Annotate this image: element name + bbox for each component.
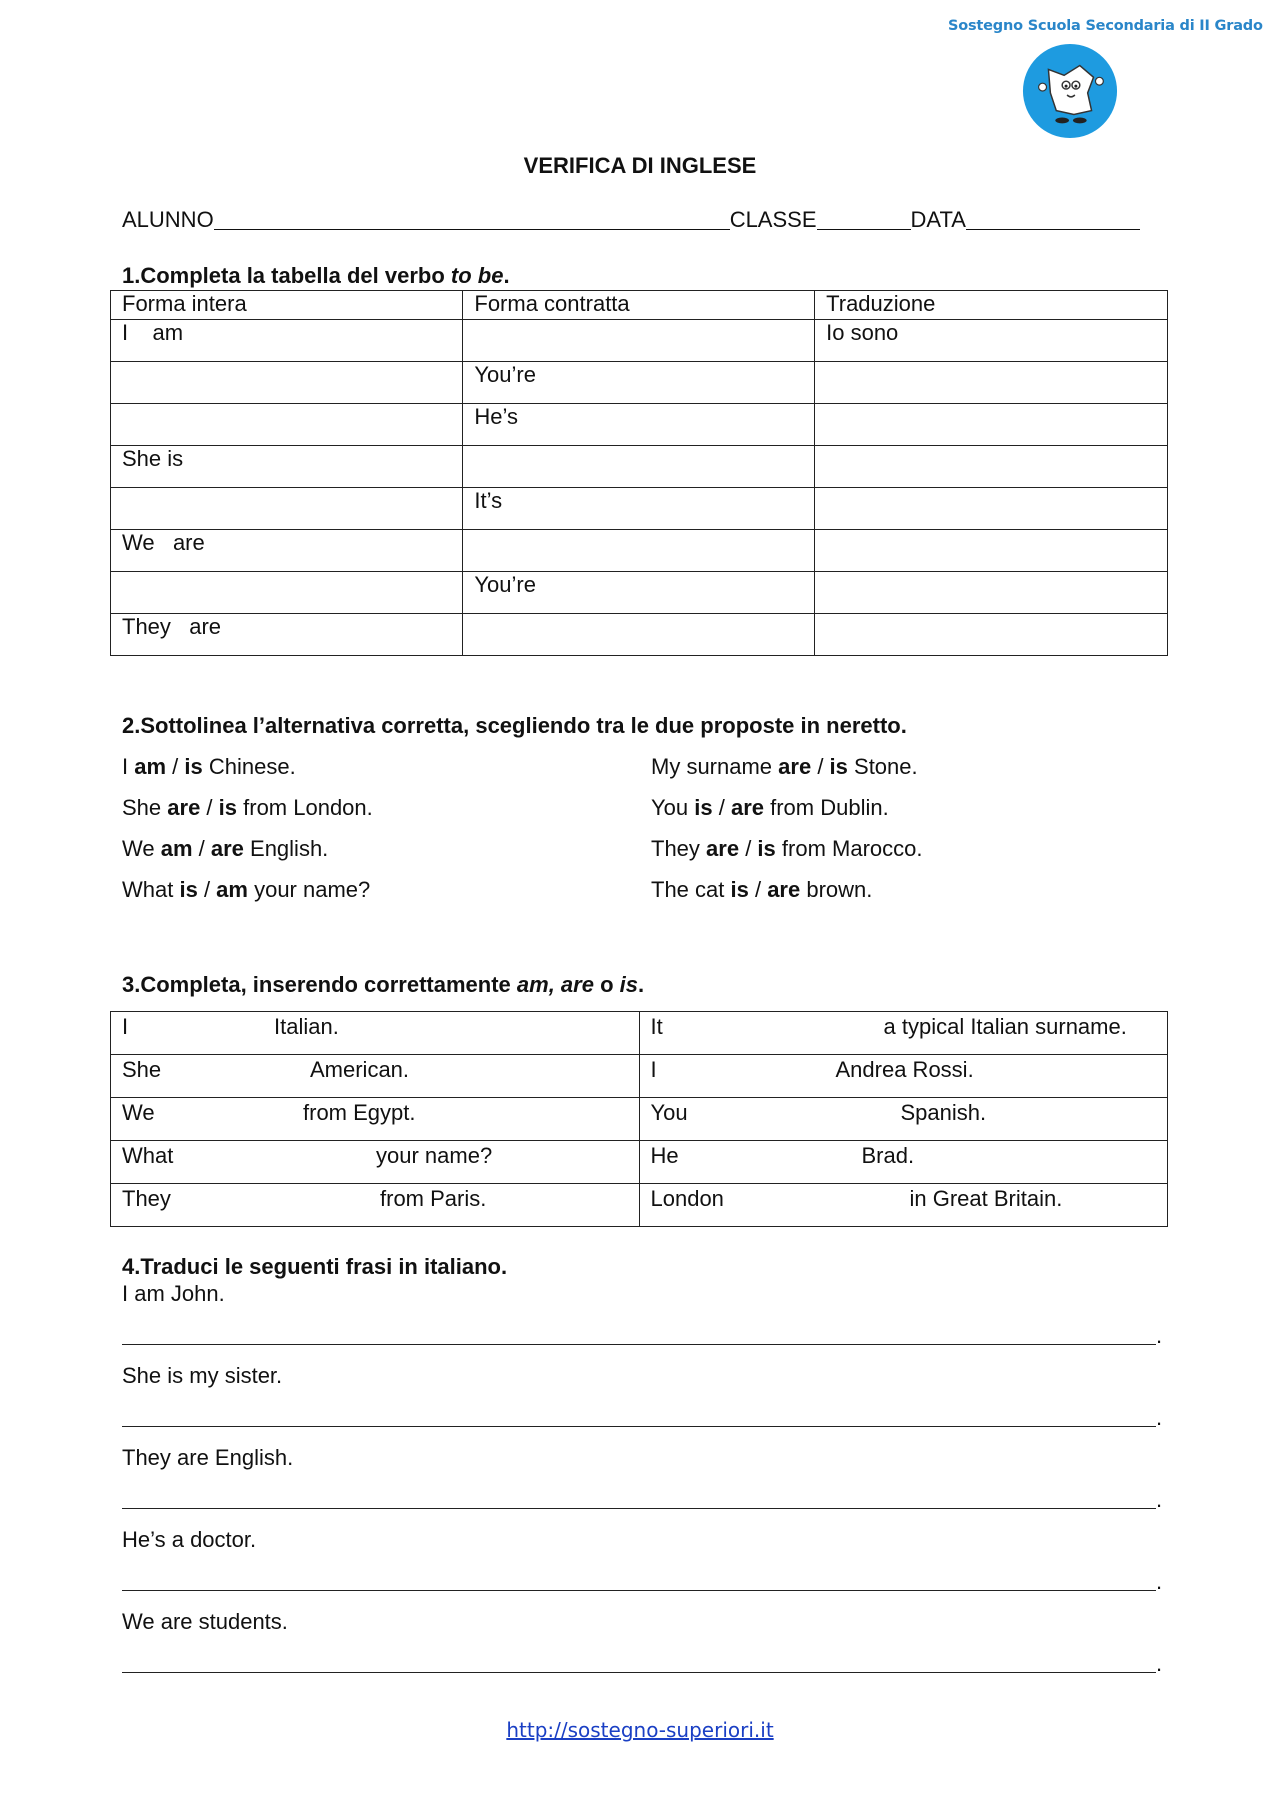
table-cell[interactable] <box>463 446 815 488</box>
table-row <box>111 446 1168 488</box>
table-cell[interactable] <box>463 320 815 362</box>
predicate: your name? <box>376 1143 493 1168</box>
option[interactable]: is <box>694 795 713 820</box>
line-end: . <box>1156 1569 1163 1594</box>
line-end: . <box>1156 1651 1163 1676</box>
sentence-to-translate: I am John. <box>122 1281 225 1306</box>
table-cell[interactable]: I am <box>111 320 463 362</box>
fill-cell[interactable] <box>639 1098 1168 1141</box>
predicate: Spanish. <box>900 1100 987 1125</box>
answer-line[interactable] <box>122 1590 1156 1591</box>
option[interactable]: is <box>184 754 203 779</box>
table-row <box>111 1098 1168 1141</box>
answer-line[interactable] <box>122 1426 1156 1427</box>
subject: What <box>122 1143 174 1168</box>
option[interactable]: am <box>160 836 193 861</box>
class-field[interactable] <box>817 207 911 230</box>
fill-cell[interactable] <box>111 1184 640 1227</box>
student-name-field[interactable] <box>214 207 730 230</box>
verb-table <box>110 290 1168 656</box>
sentence-to-translate: She is my sister. <box>122 1363 283 1388</box>
table-cell[interactable]: She is <box>111 446 463 488</box>
table-cell[interactable] <box>815 404 1168 446</box>
answer-line[interactable] <box>122 1508 1156 1509</box>
table-row <box>111 320 1168 362</box>
choice-sentence: What is / am your name? <box>122 877 371 902</box>
table-row <box>111 530 1168 572</box>
fill-cell[interactable] <box>111 1055 640 1098</box>
table-cell[interactable]: We are <box>111 530 463 572</box>
sentence-to-translate: They are English. <box>122 1445 294 1470</box>
section2-heading: 2.Sottolinea l’alternativa corretta, scegliendo tra le due proposte in neretto. <box>122 713 907 738</box>
option[interactable]: is <box>730 877 749 902</box>
subject: She <box>122 1057 162 1082</box>
sentence-to-translate: He’s a doctor. <box>122 1527 257 1552</box>
fill-cell[interactable] <box>111 1012 640 1055</box>
choice-sentence: I am / is Chinese. <box>122 754 296 779</box>
option[interactable]: are <box>210 836 244 861</box>
predicate: in Great Britain. <box>909 1186 1063 1211</box>
choice-sentence: They are / is from Marocco. <box>651 836 923 861</box>
predicate: from Egypt. <box>303 1100 416 1125</box>
table-cell[interactable]: It’s <box>463 488 815 530</box>
subject: We <box>122 1100 155 1125</box>
footer <box>0 1718 1280 1742</box>
predicate: from Paris. <box>380 1186 487 1211</box>
table-row <box>111 488 1168 530</box>
option[interactable]: am <box>216 877 248 902</box>
option[interactable]: are <box>767 877 801 902</box>
table-cell[interactable] <box>111 362 463 404</box>
date-field[interactable] <box>966 207 1140 230</box>
class-label: CLASSE <box>729 207 817 232</box>
option[interactable]: am <box>134 754 167 779</box>
table-row <box>111 1141 1168 1184</box>
column-header: Forma intera <box>111 291 463 320</box>
fill-cell[interactable] <box>111 1141 640 1184</box>
column-header: Traduzione <box>815 291 1168 320</box>
table-row <box>111 362 1168 404</box>
table-cell[interactable] <box>815 614 1168 656</box>
answer-line[interactable] <box>122 1344 1156 1345</box>
table-cell[interactable] <box>815 446 1168 488</box>
choice-sentence: The cat is / are brown. <box>651 877 873 902</box>
line-end: . <box>1156 1323 1163 1348</box>
table-row <box>111 614 1168 656</box>
table-cell[interactable] <box>463 614 815 656</box>
predicate: a typical Italian surname. <box>883 1014 1127 1039</box>
line-end: . <box>1156 1487 1163 1512</box>
choice-sentence: We am / are English. <box>122 836 329 861</box>
table-cell[interactable] <box>463 530 815 572</box>
subject: He <box>650 1143 679 1168</box>
table-cell[interactable]: He’s <box>463 404 815 446</box>
subject: I <box>650 1057 657 1082</box>
choice-sentence: You is / are from Dublin. <box>651 795 889 820</box>
mascot-logo-icon <box>1021 42 1119 140</box>
brand-text: Sostegno Scuola Secondaria di II Grado <box>948 18 1263 34</box>
table-cell[interactable] <box>815 530 1168 572</box>
table-row <box>111 1184 1168 1227</box>
table-cell[interactable]: You’re <box>463 572 815 614</box>
fill-cell[interactable] <box>639 1012 1168 1055</box>
subject: London <box>650 1186 724 1211</box>
predicate: American. <box>310 1057 410 1082</box>
table-cell[interactable] <box>111 404 463 446</box>
table-row <box>111 572 1168 614</box>
option[interactable]: are <box>730 795 764 820</box>
option[interactable]: are <box>706 836 740 861</box>
student-info-line <box>122 207 1140 233</box>
predicate: Brad. <box>861 1143 915 1168</box>
fill-cell[interactable] <box>639 1141 1168 1184</box>
table-cell[interactable]: They are <box>111 614 463 656</box>
table-cell[interactable] <box>815 362 1168 404</box>
table-cell[interactable] <box>111 488 463 530</box>
subject: You <box>650 1100 688 1125</box>
fill-cell[interactable] <box>111 1098 640 1141</box>
table-cell[interactable] <box>815 488 1168 530</box>
section4-heading: 4.Traduci le seguenti frasi in italiano. <box>122 1254 508 1279</box>
option[interactable]: is <box>179 877 198 902</box>
option[interactable]: are <box>167 795 201 820</box>
student-label: ALUNNO <box>122 207 214 232</box>
subject: I <box>122 1014 129 1039</box>
table-cell[interactable] <box>111 572 463 614</box>
option[interactable]: is <box>218 795 238 820</box>
predicate: Andrea Rossi. <box>835 1057 974 1082</box>
table-cell[interactable]: Io sono <box>815 320 1168 362</box>
table-cell[interactable]: You’re <box>463 362 815 404</box>
fill-cell[interactable] <box>639 1184 1168 1227</box>
table-header-row <box>111 291 1168 320</box>
predicate: Italian. <box>274 1014 339 1039</box>
subject: It <box>650 1014 663 1039</box>
option[interactable]: are <box>778 754 812 779</box>
fill-cell[interactable] <box>639 1055 1168 1098</box>
sentence-to-translate: We are students. <box>122 1609 288 1634</box>
column-header: Forma contratta <box>463 291 815 320</box>
table-row <box>111 404 1168 446</box>
date-label: DATA <box>910 207 966 232</box>
answer-line[interactable] <box>122 1672 1156 1673</box>
subject: They <box>122 1186 171 1211</box>
fill-in-table <box>110 1011 1168 1227</box>
option[interactable]: is <box>757 836 776 861</box>
table-row <box>111 1012 1168 1055</box>
section3-heading: 3.Completa, inserendo correttamente am, are o is. <box>122 972 645 997</box>
option[interactable]: is <box>829 754 848 779</box>
line-end: . <box>1156 1405 1163 1430</box>
page-title: VERIFICA DI INGLESE <box>523 153 757 178</box>
choice-sentence: My surname are / is Stone. <box>651 754 918 779</box>
table-cell[interactable] <box>815 572 1168 614</box>
section1-heading: 1.Completa la tabella del verbo to be. <box>122 263 510 288</box>
table-row <box>111 1055 1168 1098</box>
choice-sentence: She are / is from London. <box>122 795 373 820</box>
footer-link[interactable]: http://sostegno-superiori.it <box>506 1718 774 1742</box>
